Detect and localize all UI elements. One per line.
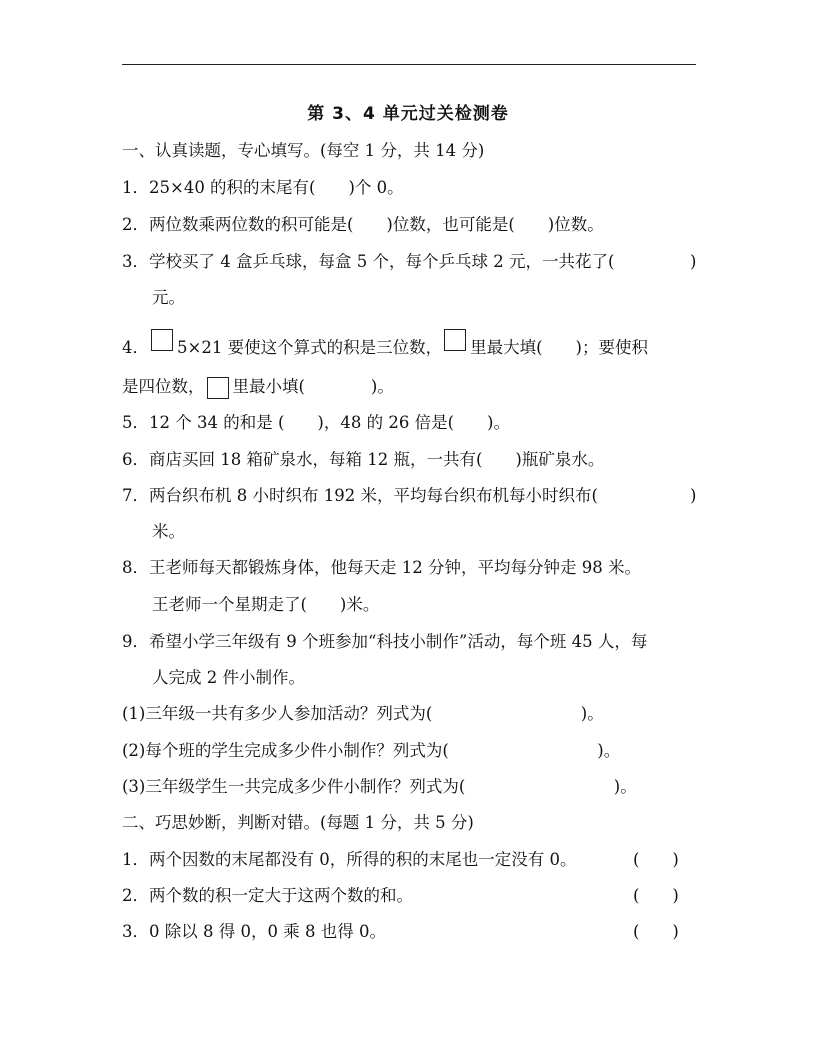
question-3-line2: 元。 bbox=[152, 288, 185, 307]
question-4-line1 bbox=[122, 329, 648, 359]
blank-box bbox=[207, 377, 229, 399]
question-8-line2: 王老师一个星期走了( )米。 bbox=[152, 595, 380, 614]
header-rule bbox=[122, 64, 696, 65]
question-9-line2: 人完成 2 件小制作。 bbox=[152, 668, 305, 687]
question-9-line1: 9．希望小学三年级有 9 个班参加“科技小制作”活动，每个班 45 人，每 bbox=[122, 632, 648, 651]
question-4-number: 4． bbox=[122, 338, 149, 357]
question-4-text2: 里最大填( )；要使积 bbox=[470, 338, 648, 357]
question-4-text1: 5×21 要使这个算式的积是三位数， bbox=[177, 338, 443, 357]
page-title: 第 3、4 单元过关检测卷 bbox=[307, 104, 509, 124]
question-3-line1: 3．学校买了 4 盒乒乓球，每盒 5 个，每个乒乓球 2 元，一共花了( bbox=[122, 252, 615, 271]
judge-item-1-paren: ( ) bbox=[633, 850, 679, 869]
question-7-line2: 米。 bbox=[152, 522, 185, 541]
section2-heading: 二、巧思妙断，判断对错。(每题 1 分，共 5 分) bbox=[122, 813, 474, 832]
question-9-sub1: (1)三年级一共有多少人参加活动？列式为( )。 bbox=[122, 704, 604, 723]
question-9-sub2: (2)每个班的学生完成多少件小制作？列式为( )。 bbox=[122, 741, 621, 760]
question-8-line1: 8．王老师每天都锻炼身体，他每天走 12 分钟，平均每分钟走 98 米。 bbox=[122, 558, 641, 577]
question-6: 6．商店买回 18 箱矿泉水，每箱 12 瓶，一共有( )瓶矿泉水。 bbox=[122, 450, 605, 469]
judge-item-3-paren: ( ) bbox=[633, 922, 679, 941]
blank-box bbox=[444, 329, 466, 351]
question-1: 1．25×40 的积的末尾有( )个 0。 bbox=[122, 178, 404, 197]
question-2: 2．两位数乘两位数的积可能是( )位数，也可能是( )位数。 bbox=[122, 215, 604, 234]
judge-item-2-paren: ( ) bbox=[633, 886, 679, 905]
question-9-sub3: (3)三年级学生一共完成多少件小制作？列式为( )。 bbox=[122, 777, 637, 796]
question-4-line2-b: 里最小填( )。 bbox=[232, 377, 394, 396]
question-7-line1: 7．两台织布机 8 小时织布 192 米，平均每台织布机每小时织布( bbox=[122, 486, 598, 505]
section1-heading: 一、认真读题，专心填写。(每空 1 分，共 14 分) bbox=[122, 141, 485, 160]
judge-item-3: 3．0 除以 8 得 0，0 乘 8 也得 0。 bbox=[122, 922, 386, 941]
judge-item-1: 1．两个因数的末尾都没有 0，所得的积的末尾也一定没有 0。 bbox=[122, 850, 577, 869]
question-4-line2-a: 是四位数， bbox=[122, 377, 205, 396]
judge-item-2: 2．两个数的积一定大于这两个数的和。 bbox=[122, 886, 413, 905]
question-3-right-paren: ) bbox=[690, 252, 697, 271]
question-7-right-paren: ) bbox=[690, 486, 697, 505]
question-5: 5．12 个 34 的和是 ( )，48 的 26 倍是( )。 bbox=[122, 413, 510, 432]
blank-box bbox=[151, 329, 173, 351]
question-4-line2 bbox=[122, 376, 394, 399]
